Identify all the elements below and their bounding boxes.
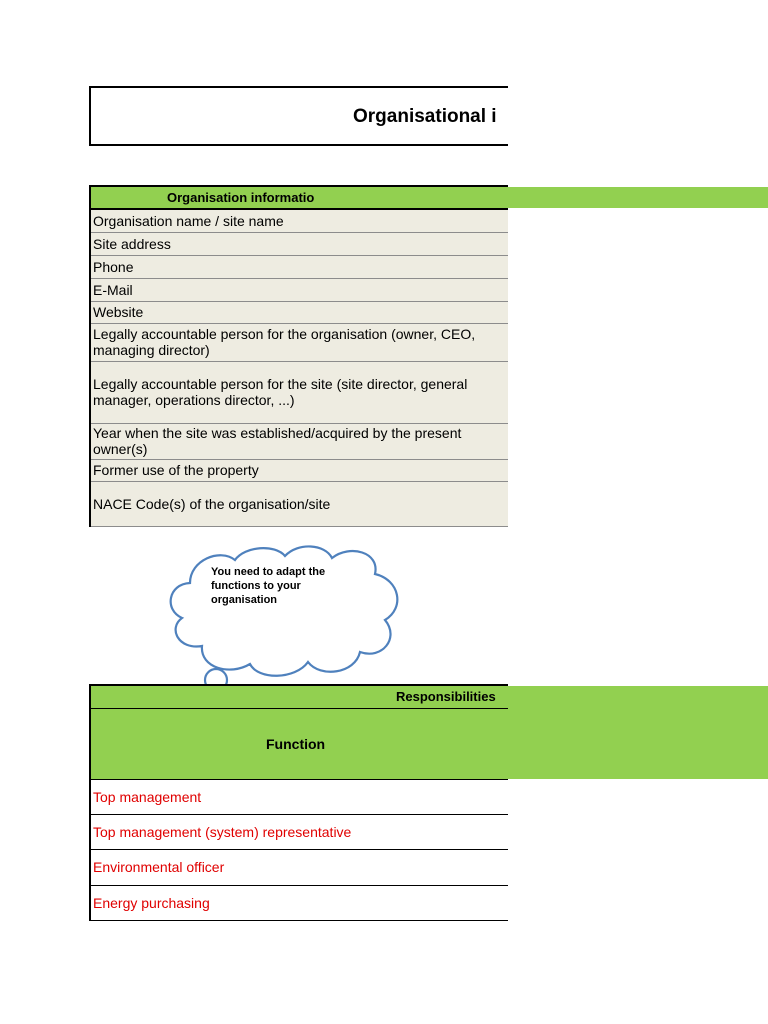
resp-column-header-row	[90, 708, 508, 779]
org-info-label: Site address	[90, 232, 508, 255]
page-title: Organisational i	[353, 106, 497, 127]
function-column-header: Function	[90, 708, 508, 779]
resp-header-extension	[508, 686, 768, 779]
org-info-table	[89, 185, 508, 527]
resp-header: Responsibilities	[90, 685, 508, 708]
org-info-label: Organisation name / site name	[90, 209, 508, 232]
table-row	[90, 849, 508, 885]
table-row	[90, 323, 508, 361]
org-info-label: Former use of the property	[90, 459, 508, 481]
table-row	[90, 209, 508, 232]
table-row	[90, 481, 508, 526]
resp-header-row	[90, 685, 508, 708]
org-info-label: Year when the site was established/acquired by the present owner(s)	[90, 423, 508, 459]
org-info-section	[89, 185, 508, 527]
org-info-label: NACE Code(s) of the organisation/site	[90, 481, 508, 526]
title-box	[89, 86, 508, 146]
org-info-label: Legally accountable person for the site (site director, general manager, operations director, ...)	[90, 361, 508, 423]
table-row	[90, 885, 508, 920]
org-header-extension	[508, 187, 768, 208]
table-row	[90, 278, 508, 301]
function-cell: Top management	[90, 779, 508, 814]
table-row	[90, 779, 508, 814]
responsibilities-table	[89, 684, 508, 921]
org-info-label: Website	[90, 301, 508, 323]
table-row	[90, 255, 508, 278]
org-info-label: Phone	[90, 255, 508, 278]
responsibilities-section	[89, 684, 508, 924]
function-cell: Energy purchasing	[90, 885, 508, 920]
table-row	[90, 301, 508, 323]
table-row	[90, 232, 508, 255]
table-row	[90, 814, 508, 849]
table-row	[90, 423, 508, 459]
table-row	[90, 361, 508, 423]
org-info-label: Legally accountable person for the organisation (owner, CEO, managing director)	[90, 323, 508, 361]
org-info-label: E-Mail	[90, 278, 508, 301]
org-info-header-row	[90, 186, 508, 209]
function-cell: Environmental officer	[90, 849, 508, 885]
table-row	[90, 459, 508, 481]
function-cell: Top management (system) representative	[90, 814, 508, 849]
org-info-header: Organisation informatio	[90, 186, 508, 209]
callout-text: You need to adapt the functions to your organisation	[211, 566, 326, 606]
